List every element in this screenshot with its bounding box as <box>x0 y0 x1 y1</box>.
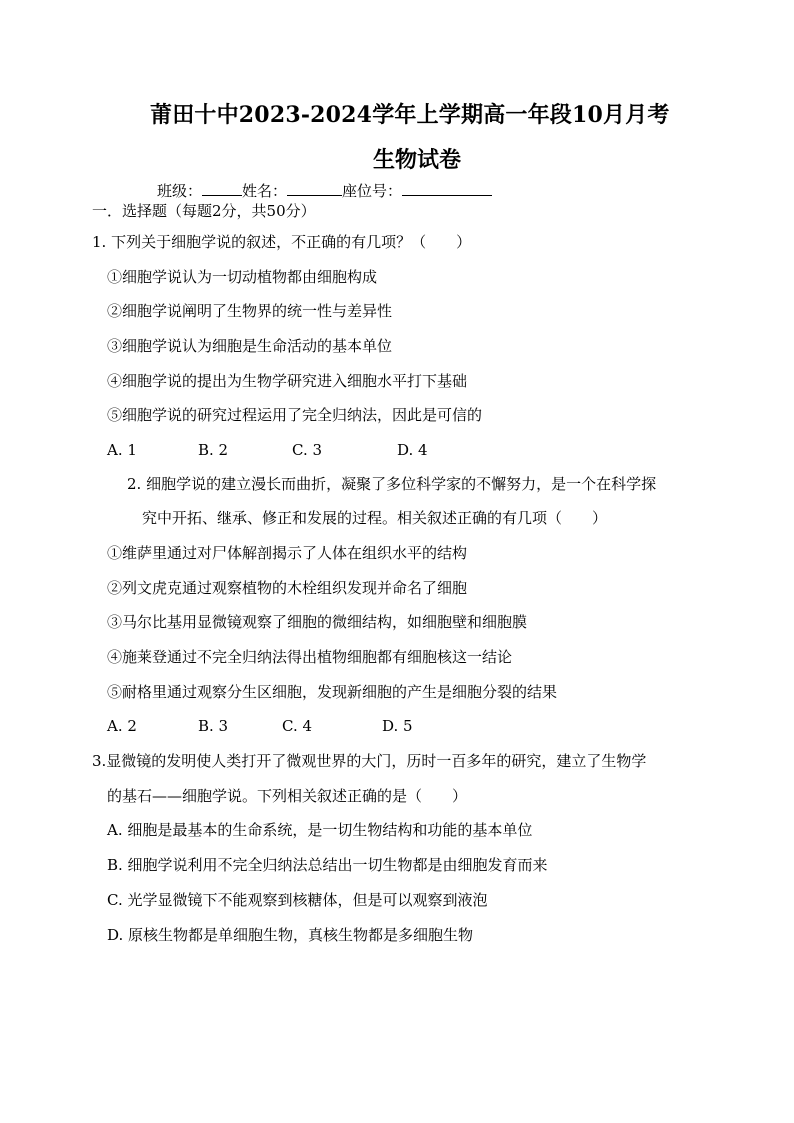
exam-subtitle: 生物试卷 <box>373 147 462 173</box>
question-1-option-a[interactable]: A. 1 <box>107 441 137 459</box>
question-2-option-b[interactable]: B. 3 <box>198 717 229 735</box>
class-label: 班级： <box>157 182 203 200</box>
question-1-item-1: ①细胞学说认为一切动植物都由细胞构成 <box>107 268 378 286</box>
question-3-stem-line-1: 3.显微镜的发明使人类打开了微观世界的大门，历时一百多年的研究，建立了生物学 <box>92 752 647 770</box>
class-blank[interactable] <box>202 179 242 196</box>
question-2-option-a[interactable]: A. 2 <box>107 717 137 735</box>
question-3-option-b[interactable]: B. 细胞学说利用不完全归纳法总结出一切生物都是由细胞发育而来 <box>107 856 548 874</box>
question-2-item-4: ④施莱登通过不完全归纳法得出植物细胞都有细胞核这一结论 <box>107 648 513 666</box>
question-1-option-c[interactable]: C. 3 <box>292 441 323 459</box>
question-2-stem-line-2: 究中开拓、继承、修正和发展的过程。相关叙述正确的有几项（ ） <box>142 509 608 527</box>
question-1-option-b[interactable]: B. 2 <box>198 441 229 459</box>
question-2-option-c[interactable]: C. 4 <box>282 717 313 735</box>
question-3-option-d[interactable]: D. 原核生物都是单细胞生物，真核生物都是多细胞生物 <box>107 926 474 944</box>
question-2-item-3: ③马尔比基用显微镜观察了细胞的微细结构，如细胞壁和细胞膜 <box>107 613 528 631</box>
exam-title: 莆田十中2023-2024学年上学期高一年段10月月考 <box>150 102 670 128</box>
question-3-stem-line-2: 的基石——细胞学说。下列相关叙述正确的是（ ） <box>107 787 468 805</box>
question-1-item-4: ④细胞学说的提出为生物学研究进入细胞水平打下基础 <box>107 372 468 390</box>
question-1-item-5: ⑤细胞学说的研究过程运用了完全归纳法，因此是可信的 <box>107 406 483 424</box>
question-3-option-a[interactable]: A. 细胞是最基本的生命系统，是一切生物结构和功能的基本单位 <box>107 821 533 839</box>
question-2-item-1: ①维萨里通过对尸体解剖揭示了人体在组织水平的结构 <box>107 544 468 562</box>
seat-blank[interactable] <box>402 179 492 196</box>
question-2-option-d[interactable]: D. 5 <box>382 717 413 735</box>
question-2-item-2: ②列文虎克通过观察植物的木栓组织发现并命名了细胞 <box>107 579 468 597</box>
student-info-line <box>157 179 492 201</box>
question-1-item-3: ③细胞学说认为细胞是生命活动的基本单位 <box>107 337 393 355</box>
seat-label: 座位号： <box>342 182 403 200</box>
name-blank[interactable] <box>287 179 342 196</box>
question-2-stem-line-1: 2. 细胞学说的建立漫长而曲折，凝聚了多位科学家的不懈努力，是一个在科学探 <box>127 475 657 493</box>
question-1-item-2: ②细胞学说阐明了生物界的统一性与差异性 <box>107 302 393 320</box>
question-3-option-c[interactable]: C. 光学显微镜下不能观察到核糖体，但是可以观察到液泡 <box>107 891 488 909</box>
section-heading: 一．选择题（每题2分，共50分） <box>92 202 316 220</box>
question-1-option-d[interactable]: D. 4 <box>397 441 428 459</box>
name-label: 姓名： <box>242 182 288 200</box>
question-1-stem: 1. 下列关于细胞学说的叙述，不正确的有几项？（ ） <box>92 233 472 251</box>
question-2-item-5: ⑤耐格里通过观察分生区细胞，发现新细胞的产生是细胞分裂的结果 <box>107 683 558 701</box>
